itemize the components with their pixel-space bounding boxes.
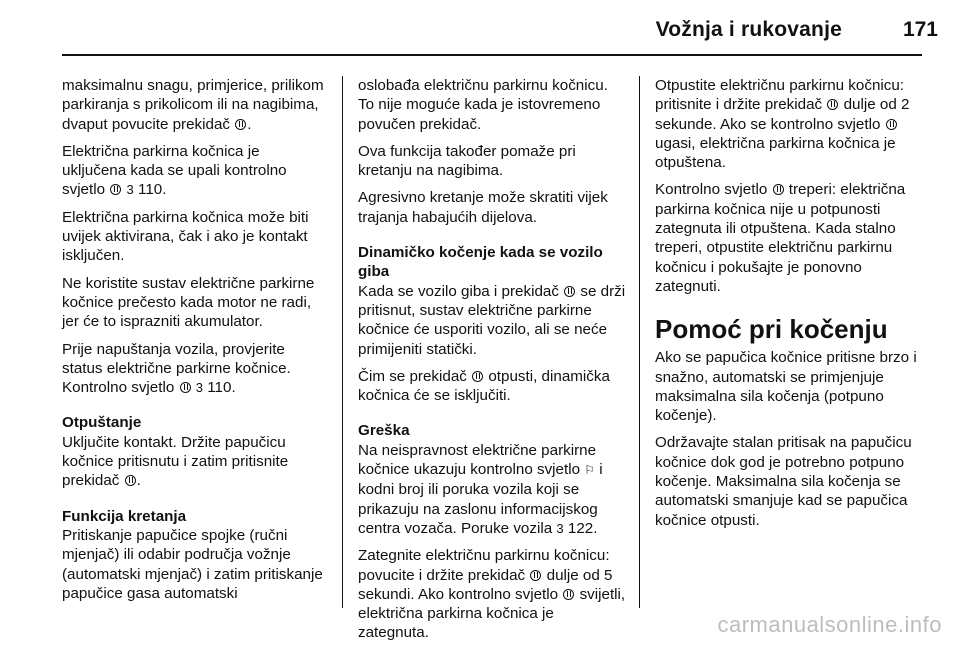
section-heading-release: Otpuštanje	[62, 414, 142, 432]
parking-brake-icon	[180, 382, 191, 393]
column-3	[655, 76, 927, 538]
paragraph: Električna parkirna kočnica je uključena kada se upali kontrolno svjetlo 3 110.	[62, 142, 287, 199]
service-icon: ⚐	[584, 463, 596, 478]
section-title-brake-assist: Pomoć pri kočenju	[655, 314, 888, 345]
parking-brake-icon	[125, 475, 136, 486]
paragraph: Električna parkirna kočnica može biti uvijek aktivirana, čak i ako je kontakt isključen.	[62, 208, 309, 265]
parking-brake-icon	[886, 119, 897, 130]
paragraph: Kontrolno svjetlo treperi: električna parkirna kočnica nije u potpunosti zategnuta ili otpuštena. Kada stalno treperi, otpustite električnu parkirnu kočnicu i pokušajte je ponovno zategnuti.	[655, 181, 906, 295]
section-heading-drive-away: Funkcija kretanja	[62, 507, 187, 525]
column-1	[62, 76, 326, 611]
paragraph: oslobađa električnu parkirnu kočnicu. To nije moguće kada je istovremeno povučen prekidač.	[358, 77, 608, 133]
parking-brake-icon	[564, 286, 575, 297]
paragraph: Ova funkcija također pomaže pri kretanju na nagibima.	[358, 142, 576, 180]
parking-brake-icon	[773, 184, 784, 195]
paragraph: Ne koristite sustav električne parkirne kočnice prečesto kada motor ne radi, jer će to isprazniti akumulator.	[62, 274, 315, 331]
paragraph: Na neispravnost električne parkirne kočnice ukazuju kontrolno svjetlo ⚐ i kodni broj ili poruka vozila koji se prikazuju na zaslonu informacijskog centra vozača. Poruke vozila 3 122.	[358, 441, 603, 537]
chapter-title: Vožnja i rukovanje	[655, 18, 842, 41]
parking-brake-icon	[472, 371, 483, 382]
paragraph: maksimalnu snagu, primjerice, prilikom parkiranja s prikolicom ili na nagibima, dvaput povucite prekidač .	[62, 77, 324, 133]
parking-brake-icon	[235, 119, 246, 130]
parking-brake-icon	[530, 570, 541, 581]
parking-brake-icon	[110, 184, 121, 195]
column-divider-2	[639, 76, 640, 608]
paragraph: Kada se vozilo giba i prekidač se drži pritisnut, sustav električne parkirne kočnice će usporiti vozilo, ali se neće primijeniti statički.	[358, 282, 626, 358]
paragraph: Agresivno kretanje može skratiti vijek trajanja habajućih dijelova.	[358, 189, 608, 226]
page-ref-triangle-icon: 3	[126, 182, 134, 198]
page-header	[0, 0, 960, 56]
paragraph: Zategnite električnu parkirnu kočnicu: povucite i držite prekidač dulje od 5 sekundi. Ako kontrolno svjetlo svijetli, električna parkirna kočnica je zategnuta.	[358, 547, 626, 642]
paragraph: Pritiskanje papučice spojke (ručni mjenjač) ili odabir područja vožnje (automatski mjenjač) i zatim pritiskanje papučice gasa automatski	[62, 526, 323, 602]
paragraph: Čim se prekidač otpusti, dinamička kočnica će se isključiti.	[358, 367, 610, 405]
paragraph: Ako se papučica kočnice pritisne brzo i snažno, automatski se primjenjuje maksimalna sila kočenja (potpuno kočenje).	[655, 349, 917, 425]
paragraph: Prije napuštanja vozila, provjerite status električne parkirne kočnice. Kontrolno svjetlo 3 110.	[62, 340, 291, 397]
paragraph: Održavajte stalan pritisak na papučicu kočnice dok god je potrebno potpuno kočenje. Maksimalna sila kočenja se automatski smanjuje kad se papučica kočnice otpusti.	[655, 434, 912, 529]
column-divider-1	[342, 76, 343, 608]
header-rule	[62, 54, 922, 56]
watermark: carmanualsonline.info	[717, 612, 942, 637]
page-ref-triangle-icon: 3	[556, 520, 564, 536]
page-ref-triangle-icon: 3	[195, 380, 203, 396]
parking-brake-icon	[563, 589, 574, 600]
paragraph: Otpustite električnu parkirnu kočnicu: pritisnite i držite prekidač dulje od 2 sekunde. Ako se kontrolno svjetlo ugasi, električna parkirna kočnica je otpuštena.	[655, 77, 910, 172]
page-number: 171	[902, 18, 938, 41]
section-heading-dynamic-braking: Dinamičko kočenje kada se vozilo giba	[358, 244, 603, 281]
paragraph: Uključite kontakt. Držite papučicu kočnice pritisnutu i zatim pritisnite prekidač .	[62, 433, 289, 490]
section-heading-fault: Greška	[358, 422, 410, 440]
column-2	[358, 76, 626, 651]
parking-brake-icon	[827, 99, 838, 110]
